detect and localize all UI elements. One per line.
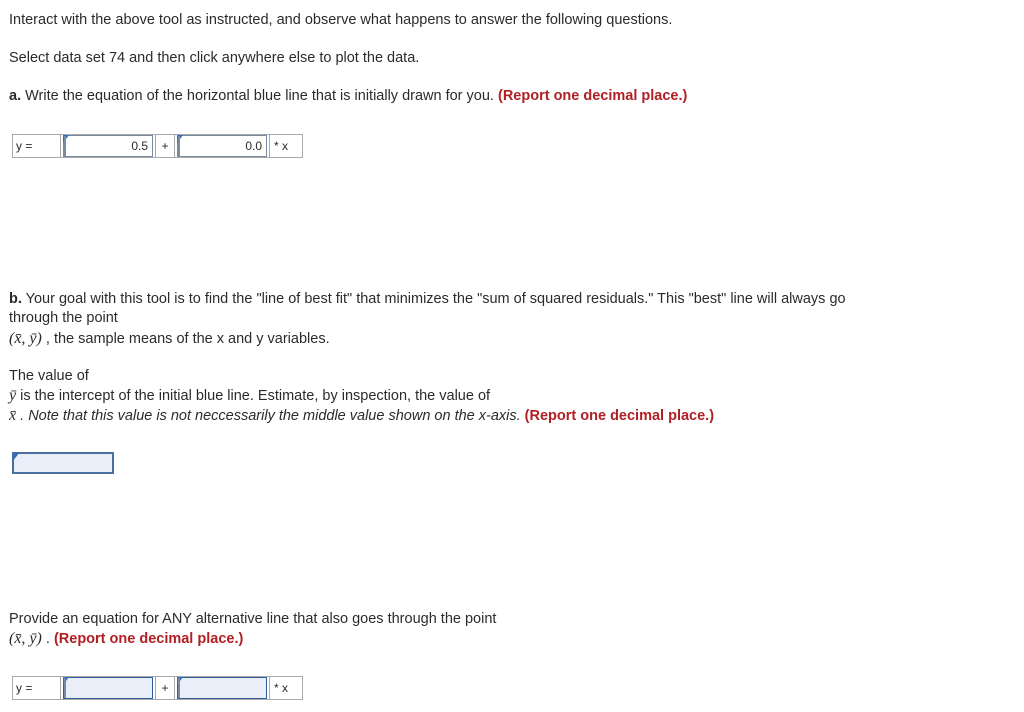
part-c-question-line2: [9, 629, 243, 649]
eq2-suffix: * x: [269, 677, 302, 699]
part-b-emphasis: (Report one decimal place.): [520, 408, 715, 424]
part-b-label: b.: [9, 291, 22, 307]
part-b-question-line3: [9, 329, 330, 349]
part-c-text1: Provide an equation for ANY alternative line that also goes through the point: [9, 611, 497, 627]
part-a-text: Write the equation of the horizontal blue line that is initially drawn for you.: [21, 88, 498, 104]
intro-text: Interact with the above tool as instructed, and observe what happens to answer the following questions.: [9, 12, 673, 28]
eq1-plus-sign: +: [155, 135, 175, 157]
eq2-plus-sign: +: [155, 677, 175, 699]
part-b-question-line5: [9, 386, 490, 406]
eq2-intercept-field[interactable]: [63, 677, 153, 699]
eq1-suffix: * x: [269, 135, 302, 157]
part-a-label: a.: [9, 88, 22, 104]
mean-point-symbol-2: (x̄, ȳ): [9, 630, 42, 647]
part-b-text1: Your goal with this tool is to find the "line of best fit" that minimizes the "sum of squared residuals." This "best" line will always go: [21, 291, 846, 307]
instruction-text: Select data set 74 and then click anywhere else to plot the data.: [9, 50, 420, 66]
part-b-question-line1: [9, 290, 846, 309]
xbar-symbol: x̄: [9, 407, 17, 424]
mean-point-symbol: (x̄, ȳ): [9, 330, 42, 347]
part-a-question: [9, 87, 687, 106]
part-b-question-line6: [9, 406, 714, 426]
eq2-slope-field[interactable]: [177, 677, 267, 699]
part-c-emphasis: (Report one decimal place.): [53, 631, 244, 647]
part-b-text6: . Note that this value is not neccessarily the middle value shown on the x-axis.: [16, 408, 521, 424]
equation-row-1: [12, 134, 303, 158]
part-b-text3: , the sample means of the x and y variables.: [41, 331, 330, 347]
part-c-sep: .: [41, 631, 54, 647]
eq1-prefix: y =: [13, 135, 61, 157]
xbar-answer-field[interactable]: [12, 452, 114, 474]
eq1-slope-field[interactable]: 0.0: [177, 135, 267, 157]
part-a-emphasis: (Report one decimal place.): [497, 88, 688, 104]
part-b-text5: is the intercept of the initial blue line. Estimate, by inspection, the value of: [16, 388, 491, 404]
eq1-intercept-field[interactable]: 0.5: [63, 135, 153, 157]
part-b-text2: through the point: [9, 310, 118, 326]
equation-row-2: [12, 676, 303, 700]
eq2-prefix: y =: [13, 677, 61, 699]
part-b-text4: The value of: [9, 368, 89, 384]
ybar-symbol: ȳ: [9, 387, 17, 404]
